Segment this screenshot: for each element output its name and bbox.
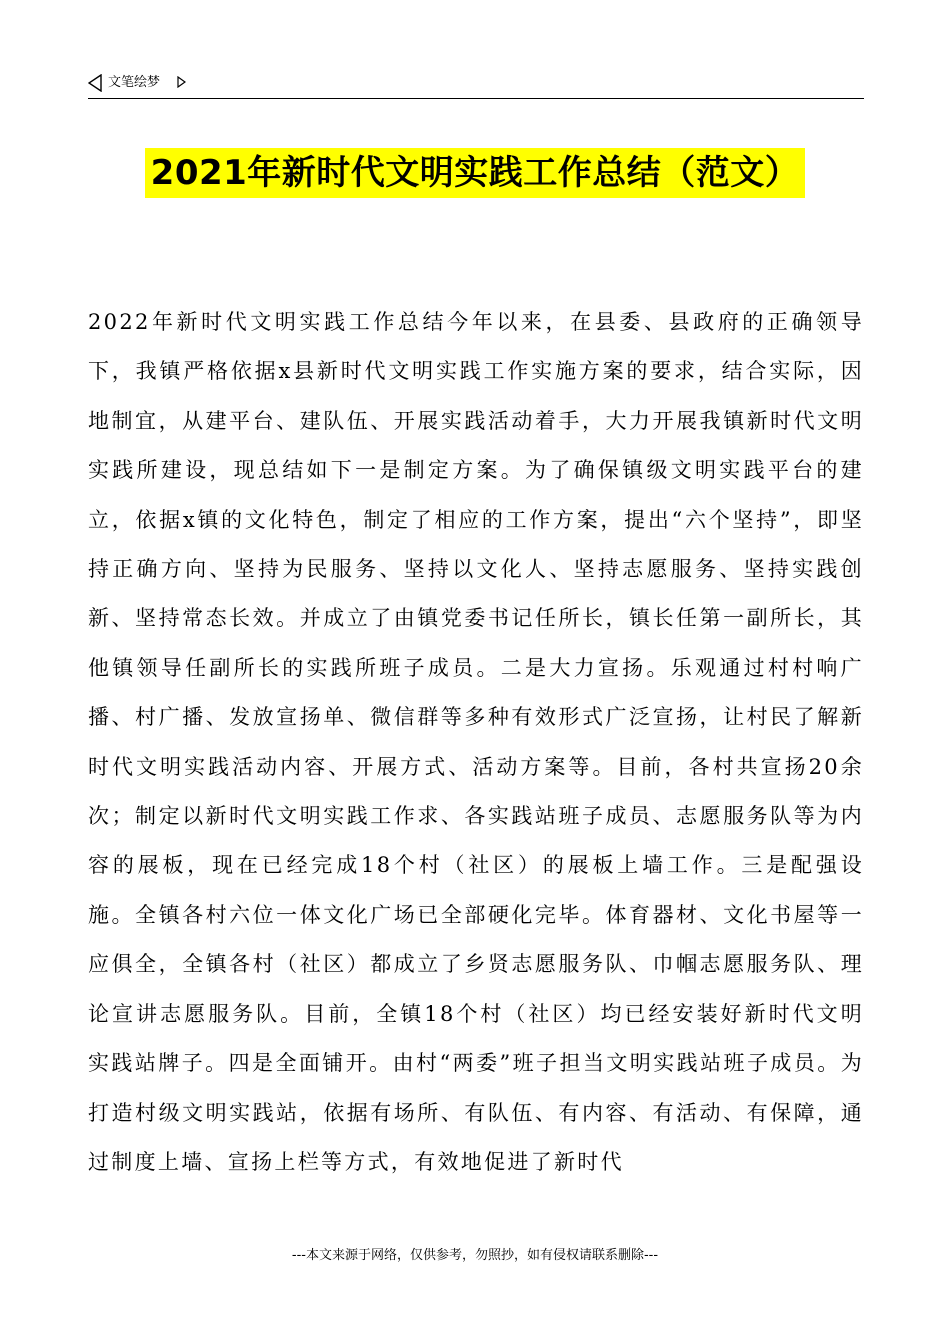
body-paragraph: 2022年新时代文明实践工作总结今年以来，在县委、县政府的正确领导下，我镇严格依据x县新时代文明实践工作实施方案的要求，结合实际，因地制宜，从建平台、建队伍、开展实践活动着手，大力开展我镇新时代文明实践所建设，现总结如下一是制定方案。为了确保镇级文明实践平台的建立，依据x镇的文化特色，制定了相应的工作方案，提出“六个坚持”，即坚持正确方向、坚持为民服务、坚持以文化人、坚持志愿服务、坚持实践创新、坚持常态长效。并成立了由镇党委书记任所长，镇长任第一副所长，其他镇领导任副所长的实践所班子成员。二是大力宣扬。乐观通过村村响广播、村广播、发放宣扬单、微信群等多种有效形式广泛宣扬，让村民了解新时代文明实践活动内容、开展方式、活动方案等。目前，各村共宣扬20余次；制定以新时代文明实践工作求、各实践站班子成员、志愿服务队等为内容的展板，现在已经完成18个村（社区）的展板上墙工作。三是配强设施。全镇各村六位一体文化广场已全部硬化完毕。体育器材、文化书屋等一应俱全，全镇各村（社区）都成立了乡贤志愿服务队、巾帼志愿服务队、理论宣讲志愿服务队。目前，全镇18个村（社区）均已经安装好新时代文明实践站牌子。四是全面铺开。由村“两委”班子担当文明实践站班子成员。为打造村级文明实践站，依据有场所、有队伍、有内容、有活动、有保障，通过制度上墙、宣扬上栏等方式，有效地促进了新时代: [88, 310, 864, 1174]
footer-disclaimer: ---本文来源于网络，仅供参考，勿照抄，如有侵权请联系删除---: [291, 1248, 659, 1263]
triangle-right-outline-icon: [177, 76, 186, 88]
document-header: [88, 72, 864, 99]
title-container: [0, 148, 950, 198]
document-title: 2021年新时代文明实践工作总结（范文）: [145, 148, 806, 198]
header-brand-text: 文笔绘梦: [108, 75, 161, 90]
triangle-left-outline-icon: [88, 74, 102, 92]
